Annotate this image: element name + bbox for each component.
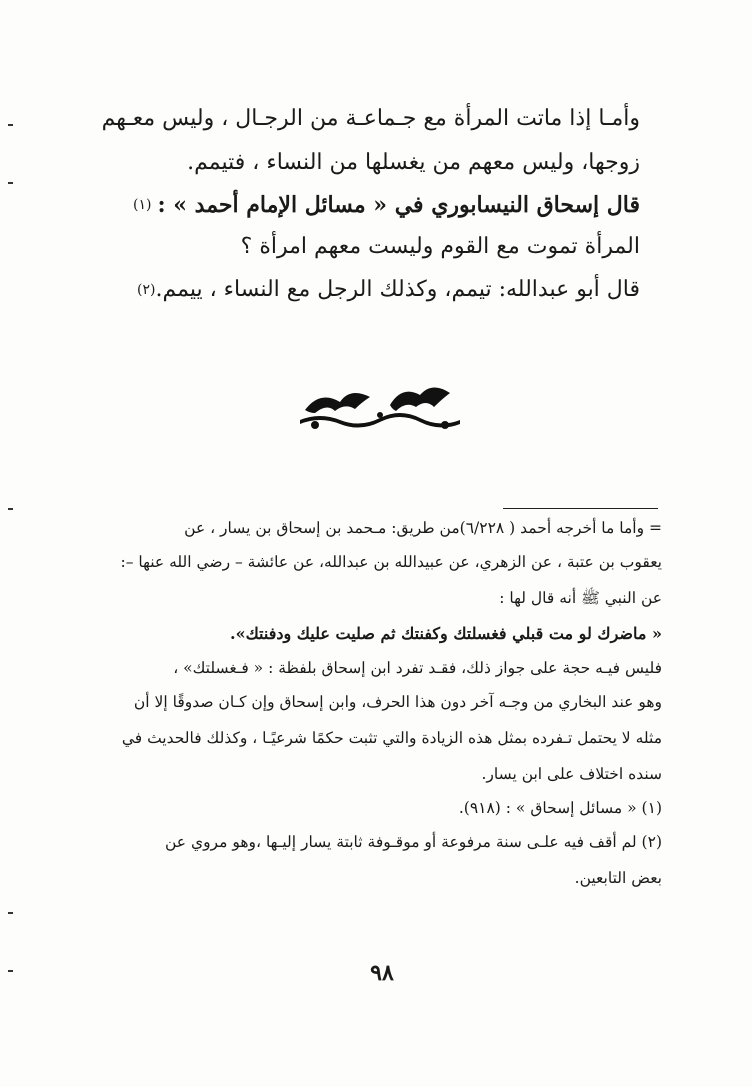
body-line-3: قال إسحاق النيسابوري في « مسائل الإمام أحمد » :$^{(١)}$ bbox=[133, 192, 640, 218]
footnote-2-cont: بعض التابعين. bbox=[574, 869, 662, 887]
margin-tick bbox=[8, 508, 13, 510]
body-line-5: قال أبو عبدالله: تيمم، وكذلك الرجل مع النساء ، ييمم.$^{(٢)}$ bbox=[137, 277, 640, 302]
margin-tick bbox=[8, 970, 13, 972]
footnote-line-8: سنده اختلاف على ابن يسار. bbox=[481, 765, 662, 783]
footnote-marker-1: (١) bbox=[133, 197, 152, 213]
footnote-line-5: فليس فيـه حجة على جواز ذلك، فقـد تفرد ابن إسحاق بلفظة : « فـغسلتك» ، bbox=[173, 659, 662, 677]
footnote-line-4: « ماضرك لو مت قبلي فغسلتك وكفنتك ثم صليت عليك ودفنتك». bbox=[230, 624, 662, 643]
margin-tick bbox=[8, 124, 13, 126]
footnote-line-7: مثله لا يحتمل تـفرده بمثل هذه الزيادة والتي تثبت حكمًا شرعيًـا ، وكذلك فالحديث في bbox=[121, 729, 662, 747]
footnote-1: (١) « مسائل إسحاق » : (٩١٨). bbox=[458, 799, 662, 817]
body-line-4: المرأة تموت مع القوم وليست معهم امرأة ؟ bbox=[240, 234, 640, 259]
body-line-1: وأمـا إذا ماتت المرأة مع جـماعـة من الرجـال ، وليس معـهم bbox=[101, 106, 640, 131]
footnote-line-3: عن النبي ﷺ أنه قال لها : bbox=[499, 589, 662, 607]
page-number: ٩٨ bbox=[370, 960, 394, 986]
decorative-ornament bbox=[295, 375, 465, 435]
footnote-separator bbox=[503, 508, 658, 509]
footnote-line-2: يعقوب بن عتبة ، عن الزهري، عن عبيدالله بن عبدالله، عن عائشة – رضي الله عنها –: bbox=[120, 553, 662, 571]
footnote-2: (٢) لم أقف فيه علـى سنة مرفوعة أو موقـوفة ثابتة يسار إليـها ،وهو مروي عن bbox=[164, 833, 662, 851]
footnote-marker-2: (٢) bbox=[137, 282, 156, 298]
margin-tick bbox=[8, 182, 13, 184]
footnote-line-1: = وأما ما أخرجه أحمد ( ٦/٢٢٨)من طريق: مـحمد بن إسحاق بن يسار ، عن bbox=[184, 519, 662, 537]
margin-tick bbox=[8, 912, 13, 914]
body-line-2: زوجها، وليس معهم من يغسلها من النساء ، فتيمم. bbox=[187, 150, 640, 175]
footnote-line-6: وهو عند البخاري من وجـه آخر دون هذا الحرف، وابن إسحاق وإن كـان صدوقًا إلا أن bbox=[133, 693, 662, 711]
